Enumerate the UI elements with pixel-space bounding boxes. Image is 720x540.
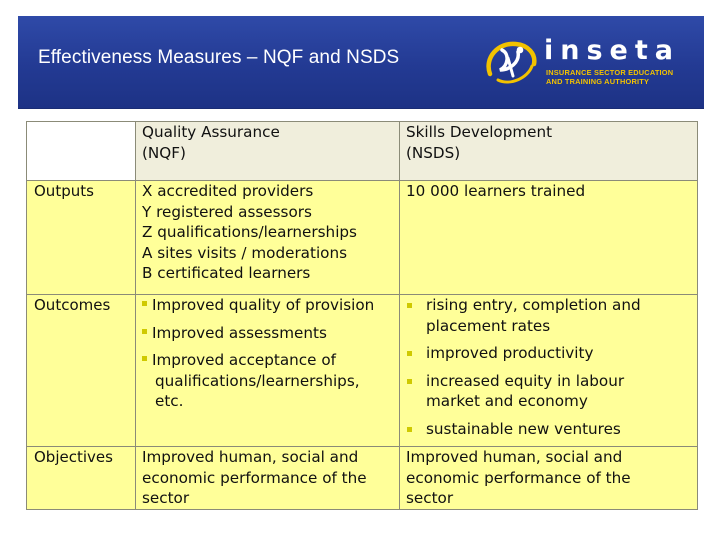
objectives-nqf-line: economic performance of the xyxy=(142,468,367,487)
bullet-text: assessments xyxy=(224,323,327,342)
objectives-nsds-cell xyxy=(400,447,698,510)
inseta-logo-wordmark: inseta xyxy=(544,35,680,66)
square-bullet-icon xyxy=(407,427,412,432)
outputs-nqf-item: A sites visits / moderations xyxy=(142,243,347,262)
square-bullet-icon xyxy=(142,329,147,334)
outcomes-nsds-bullet xyxy=(406,419,691,440)
header-nsds-line-2: (NSDS) xyxy=(406,143,461,162)
square-bullet-icon xyxy=(142,356,147,361)
bullet-text: placement rates xyxy=(426,316,551,335)
bullet-text: quality of provision xyxy=(224,296,375,314)
square-bullet-icon xyxy=(407,303,412,308)
header-nsds-line-1: Skills Development xyxy=(406,123,553,141)
outputs-nqf-item: Y registered assessors xyxy=(142,202,312,221)
bullet-continuation: etc. xyxy=(155,392,184,410)
outputs-nsds-text: 10 000 learners trained xyxy=(406,182,586,200)
bullet-text: sustainable new ventures xyxy=(426,419,621,438)
objectives-nqf-line: sector xyxy=(142,489,190,507)
inseta-logo-tagline xyxy=(546,68,696,86)
outputs-nqf-cell xyxy=(136,181,400,295)
outputs-nqf-item: B certificated learners xyxy=(142,264,311,282)
table-row-outcomes xyxy=(27,295,698,447)
table-header-row xyxy=(27,122,698,181)
outputs-nsds-cell xyxy=(400,181,698,295)
outputs-nqf-item: Z qualifications/learnerships xyxy=(142,223,357,241)
inseta-swirl-logo-icon xyxy=(480,36,542,88)
outcomes-nqf-cell xyxy=(136,295,400,447)
bullet-text: market and economy xyxy=(426,392,588,410)
bullet-lead: Improved xyxy=(152,351,225,369)
tagline-line-2: AND TRAINING AUTHORITY xyxy=(546,77,650,86)
effectiveness-measures-table xyxy=(26,121,698,510)
objectives-nqf-line: Improved human, social and xyxy=(142,448,359,466)
square-bullet-icon xyxy=(142,301,147,306)
objectives-nsds-line: economic performance of the xyxy=(406,468,631,487)
header-nqf-line-1: Quality Assurance xyxy=(142,123,280,141)
outcomes-nsds-bullet xyxy=(406,343,691,364)
header-nqf-line-2: (NQF) xyxy=(142,143,186,162)
table-row-objectives xyxy=(27,447,698,510)
outcomes-nqf-bullet xyxy=(142,323,393,344)
bullet-text: rising entry, completion and xyxy=(426,296,641,314)
header-nqf-cell xyxy=(136,122,400,181)
outcomes-nqf-bullet xyxy=(142,350,393,412)
outcomes-nsds-bullet xyxy=(406,295,691,336)
tagline-line-1: INSURANCE SECTOR EDUCATION xyxy=(546,68,674,77)
table-row-outputs xyxy=(27,181,698,295)
title-banner xyxy=(18,16,704,108)
bullet-text: improved productivity xyxy=(426,344,594,362)
objectives-nsds-line: Improved human, social and xyxy=(406,448,623,466)
bullet-lead: Improved xyxy=(152,323,225,342)
header-nsds-cell xyxy=(400,122,698,181)
header-blank-cell xyxy=(27,122,136,181)
objectives-nqf-cell xyxy=(136,447,400,510)
square-bullet-icon xyxy=(407,379,412,384)
outcomes-nsds-cell xyxy=(400,295,698,447)
objectives-nsds-line: sector xyxy=(406,489,454,507)
bullet-text: increased equity in labour xyxy=(426,371,625,390)
bullet-text: acceptance of xyxy=(224,351,336,369)
outcomes-nsds-bullet xyxy=(406,371,691,412)
row-label-outcomes: Outcomes xyxy=(27,295,136,447)
square-bullet-icon xyxy=(407,351,412,356)
bullet-continuation: qualifications/learnerships, xyxy=(155,371,360,390)
row-label-outputs: Outputs xyxy=(27,181,136,295)
outcomes-nqf-bullet xyxy=(142,295,393,316)
bullet-lead: Improved xyxy=(152,296,225,314)
slide-title: Effectiveness Measures – NQF and NSDS xyxy=(38,47,400,68)
row-label-objectives: Objectives xyxy=(27,447,136,510)
outputs-nqf-item: X accredited providers xyxy=(142,182,314,200)
